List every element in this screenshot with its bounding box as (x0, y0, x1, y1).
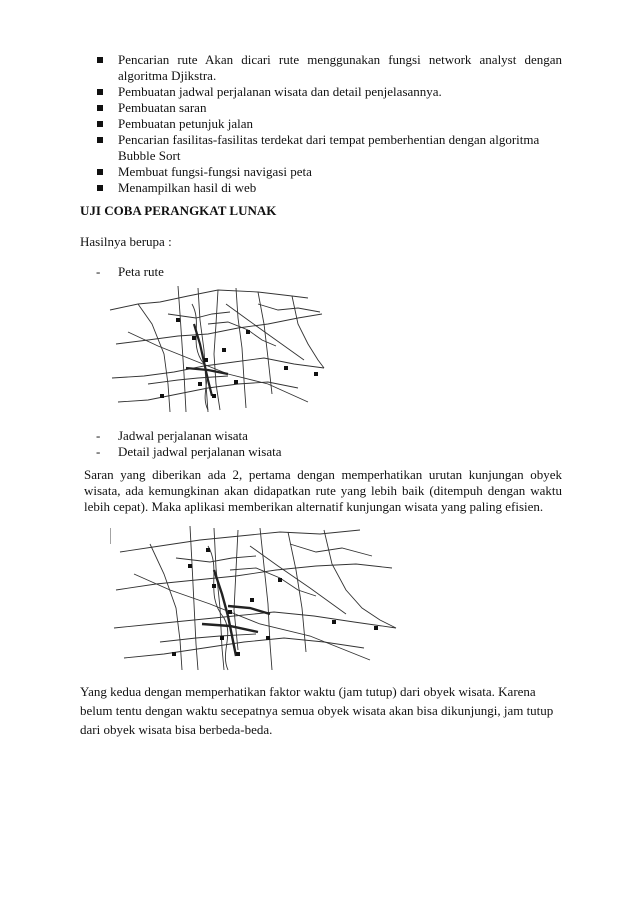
list-item-text: Pencarian rute Akan dicari rute menggunakan fungsi network analyst dengan (118, 52, 562, 67)
alternative-route-map-figure (110, 524, 400, 672)
list-item-text: Pembuatan jadwal perjalanan wisata dan detail penjelasannya. (118, 84, 442, 99)
dash-marker: - (96, 428, 101, 443)
list-item-text: Pembuatan petunjuk jalan (118, 116, 254, 131)
dash-item-text: Detail jadwal perjalanan wisata (118, 444, 282, 459)
dash-marker: - (96, 444, 101, 459)
list-item-text: algoritma Djikstra. (118, 68, 217, 83)
list-item-text: Pembuatan saran (118, 100, 207, 115)
suggestion-paragraph: Saran yang diberikan ada 2, pertama dengan memperhatikan urutan kunjungan obyek wisata, ada kemungkinan akan didapatkan rute yang lebih baik (ditempuh dengan waktu lebih cepat). Maka aplikasi memberikan alternatif kunjungan wisata yang paling efisien. (84, 467, 562, 514)
square-bullet-icon (97, 89, 103, 95)
list-item (96, 52, 562, 68)
intro-text: Hasilnya berupa : (80, 234, 172, 249)
section-heading: UJI COBA PERANGKAT LUNAK (80, 203, 277, 218)
square-bullet-icon (97, 121, 103, 127)
closing-line: dari obyek wisata bisa berbeda-beda. (80, 722, 273, 737)
list-item (96, 84, 562, 100)
dash-item (96, 444, 282, 460)
list-item (96, 132, 562, 148)
list-item-text: Bubble Sort (118, 148, 181, 163)
square-bullet-icon (97, 57, 103, 63)
list-item-continuation (96, 148, 562, 164)
list-item (96, 164, 562, 180)
dash-item (96, 428, 248, 444)
square-bullet-icon (97, 137, 103, 143)
dash-marker: - (96, 264, 101, 279)
list-item-continuation (96, 68, 562, 84)
list-item (96, 180, 562, 196)
square-bullet-icon (97, 185, 103, 191)
square-bullet-icon (97, 169, 103, 175)
dash-item-text: Peta rute (118, 264, 164, 279)
square-bullet-icon (97, 105, 103, 111)
dash-item (96, 264, 164, 280)
list-item (96, 116, 562, 132)
dash-item-text: Jadwal perjalanan wisata (118, 428, 248, 443)
route-map-figure (108, 284, 330, 414)
closing-paragraph (80, 682, 564, 739)
closing-line: Yang kedua dengan memperhatikan faktor waktu (jam tutup) dari obyek wisata. Karena (80, 684, 536, 699)
list-item-text: Menampilkan hasil di web (118, 180, 257, 195)
feature-list (96, 52, 562, 196)
list-item-text: Membuat fungsi-fungsi navigasi peta (118, 164, 312, 179)
list-item (96, 100, 562, 116)
closing-line: belum tentu dengan waktu secepatnya semua obyek wisata akan bisa dikunjungi, jam tutup (80, 703, 554, 718)
list-item-text: Pencarian fasilitas-fasilitas terdekat dari tempat pemberhentian dengan algoritma (118, 132, 540, 147)
